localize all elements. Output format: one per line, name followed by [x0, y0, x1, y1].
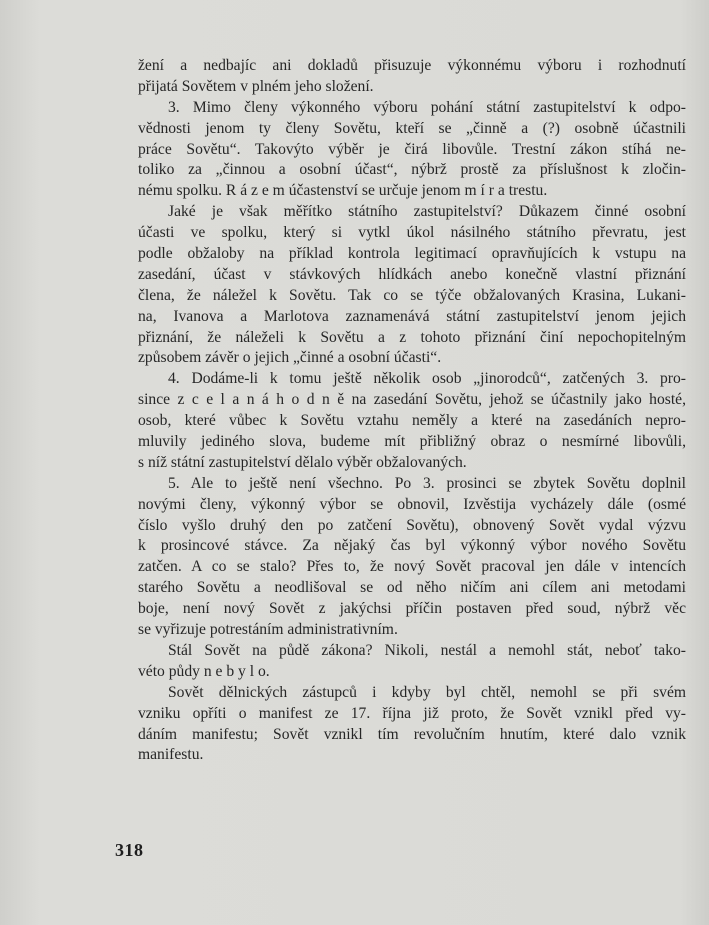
text-line: toliko za „činnou a osobní účast“, nýbrž prostě za příslušnost k zločin- [138, 161, 686, 179]
text-line: manifestu. [138, 746, 204, 764]
text-line: přijatá Sovětem v plném jeho složení. [138, 77, 374, 95]
text-line: účasti ve spolku, který si vytkl úkol násilného státního převratu, jest [138, 224, 686, 242]
text-line: s níž státní zastupitelství dělalo výběr obžalovaných. [138, 453, 467, 471]
text-line: 3. Mimo členy výkonného výboru pohání státní zastupitelství k odpo- [168, 98, 686, 116]
text-line: Jaké je však měřítko státního zastupitelství? Důkazem činné osobní [168, 203, 686, 221]
text-line: 5. Ale to ještě není všechno. Po 3. prosinci se zbytek Sovětu doplnil [168, 474, 686, 492]
text-line: práce Sovětu“. Takovýto výběr je čirá libovůle. Trestní zákon stíhá ne- [138, 140, 686, 158]
text-line: vědnosti jenom ty členy Sovětu, kteří se „činně a (?) osobně účastnili [138, 119, 686, 137]
page-number: 318 [115, 840, 144, 860]
text-line: člena, že náležel k Sovětu. Tak co se týče obžalovaných Krasina, Lukani- [138, 286, 686, 304]
text-line: since z c e l a n á h o d n ě na zasedání Sovětu, jehož se účastnily jako hosté, [138, 391, 686, 409]
text-line: vzniku opříti o manifest ze 17. října již proto, že Sovět vznikl před vy- [138, 704, 686, 722]
text-line: číslo vyšlo druhý den po zatčení Sovětu), obnovený Sovět vydal výzvu [138, 516, 686, 534]
text-line: k prosincové stávce. Za nějaký čas byl výkonný výbor nového Sovětu [138, 537, 686, 555]
body-text [138, 56, 686, 766]
text-line: Stál Sovět na půdě zákona? Nikoli, nestál a nemohl stát, neboť tako- [168, 641, 686, 659]
text-line: novými členy, výkonný výbor se obnovil, Izvěstija vycházely dále (osmé [138, 495, 686, 513]
text-line: véto půdy n e b y l o. [138, 662, 270, 680]
text-line: způsobem závěr o jejich „činné a osobní účasti“. [138, 349, 442, 367]
text-line: na, Ivanova a Marlotova zaznamenává státní zastupitelství jenom jejich [138, 307, 686, 325]
text-line: zasedání, účast v stávkových hlídkách anebo konečně vlastní přiznání [138, 265, 686, 283]
text-line: osob, které vůbec k Sovětu vztahu neměly a které na zasedáních nepro- [138, 412, 686, 430]
text-line: dáním manifestu; Sovět vznikl tím revolučním hnutím, které dalo vznik [138, 725, 686, 743]
text-line: boje, není nový Sovět z jakýchsi příčin postaven před soud, nýbrž věc [138, 600, 686, 618]
text-line: 4. Dodáme-li k tomu ještě několik osob „jinorodců“, zatčených 3. pro- [168, 370, 686, 388]
text-line: žení a nedbajíc ani dokladů přisuzuje výkonnému výboru i rozhodnutí [138, 57, 686, 74]
text-line: mluvily jediného slova, budeme mít přibližný obraz o nesmírné libovůli, [138, 433, 686, 451]
text-line: nému spolku. R á z e m účastenství se určuje jenom m í r a trestu. [138, 182, 548, 200]
text-line: Sovět dělnických zástupců i kdyby byl chtěl, nemohl se při svém [168, 683, 686, 701]
text-line: se vyřizuje potrestáním administrativním. [138, 621, 398, 639]
text-line: zatčen. A co se stalo? Přes to, že nový Sovět pracoval jen dále v intencích [138, 558, 686, 576]
text-line: starého Sovětu a neodlišoval se od něho ničím ani cílem ani metodami [138, 579, 686, 597]
text-line: přiznání, že náleželi k Sovětu a z tohoto přiznání činí nepochopitelným [138, 328, 686, 346]
text-line: podle obžaloby na příklad kontrola legitimací opravňujících k vstupu na [138, 245, 686, 263]
